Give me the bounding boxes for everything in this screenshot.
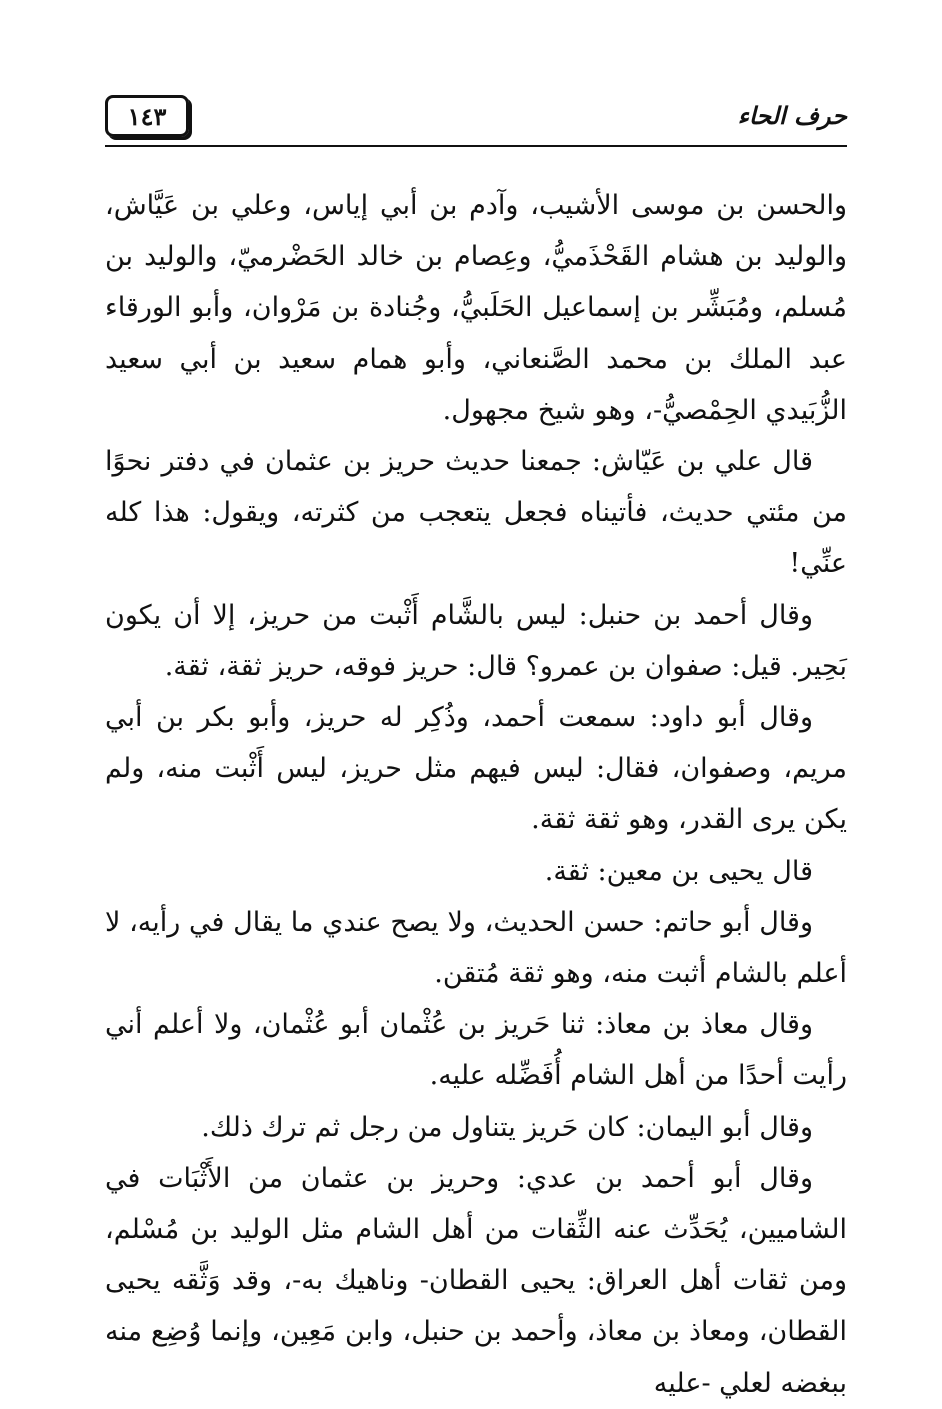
page-number: ١٤٣ bbox=[105, 95, 189, 137]
paragraph-ibn-adi: وقال أبو أحمد بن عدي: وحريز بن عثمان من الأَثْبَات في الشاميين، يُحَدِّث عنه الثِّقات من أهل الشام مثل الوليد بن مُسْلم، ومن ثقات أهل العراق: يحيى القطان- وناهيك به-، وقد وَثَّقه يحيى القطان، ومعاذ بن معاذ، وأحمد بن حنبل، وابن مَعِين، وإنما وُضِع منه ببغضه لعلي -عليه bbox=[105, 1162, 847, 1399]
body-text bbox=[105, 180, 847, 1409]
paragraph-narrators: والحسن بن موسى الأشيب، وآدم بن أبي إياس، وعلي بن عَيَّاش، والوليد بن هشام القَحْذَميُّ، وعِصام بن خالد الحَضْرميّ، والوليد بن مُسلم، ومُبَشِّر بن إسماعيل الحَلَبيُّ، وجُنادة بن مَرْوان، وأبو الورقاء عبد الملك بن محمد الصَّنعاني، وأبو همام سعيد بن أبي سعيد الزُّبَيدي الحِمْصيُّ-، وهو شيخ مجهول. bbox=[105, 190, 847, 426]
paragraph-ali-ibn-ayyash: قال علي بن عَيّاش: جمعنا حديث حريز بن عثمان في دفتر نحوًا من مئتي حديث، فأتيناه فجعل يتعجب من كثرته، ويقول: هذا كله عنِّي! bbox=[105, 446, 847, 580]
header-rule bbox=[105, 145, 847, 147]
paragraph-ahmad-ibn-hanbal: وقال أحمد بن حنبل: ليس بالشَّام أَثْبت من حريز، إلا أن يكون بَحِير. قيل: صفوان بن عمرو؟ قال: حريز فوقه، حريز ثقة، ثقة. bbox=[105, 599, 847, 682]
paragraph-abu-dawud: وقال أبو داود: سمعت أحمد، وذُكِر له حريز، وأبو بكر بن أبي مريم، وصفوان، فقال: ليس فيهم مثل حريز، ليس أَثْبت منه، ولم يكن يرى القدر، وهو ثقة ثقة. bbox=[105, 702, 847, 836]
page-header bbox=[105, 95, 847, 147]
paragraph-abu-al-yaman: وقال أبو اليمان: كان حَريز يتناول من رجل ثم ترك ذلك. bbox=[201, 1111, 813, 1143]
paragraph-yahya-ibn-main: قال يحيى بن معين: ثقة. bbox=[544, 855, 813, 887]
paragraph-abu-hatim: وقال أبو حاتم: حسن الحديث، ولا يصح عندي ما يقال في رأيه، لا أعلم بالشام أثبت منه، وهو ثقة مُتقن. bbox=[105, 906, 847, 990]
running-title: حرف الحاء bbox=[737, 101, 847, 130]
paragraph-muadh-ibn-muadh: وقال معاذ بن معاذ: ثنا حَريز بن عُثْمان أبو عُثْمان، ولا أعلم أني رأيت أحدًا من أهل الشام أُفَضِّله عليه. bbox=[105, 1009, 847, 1092]
